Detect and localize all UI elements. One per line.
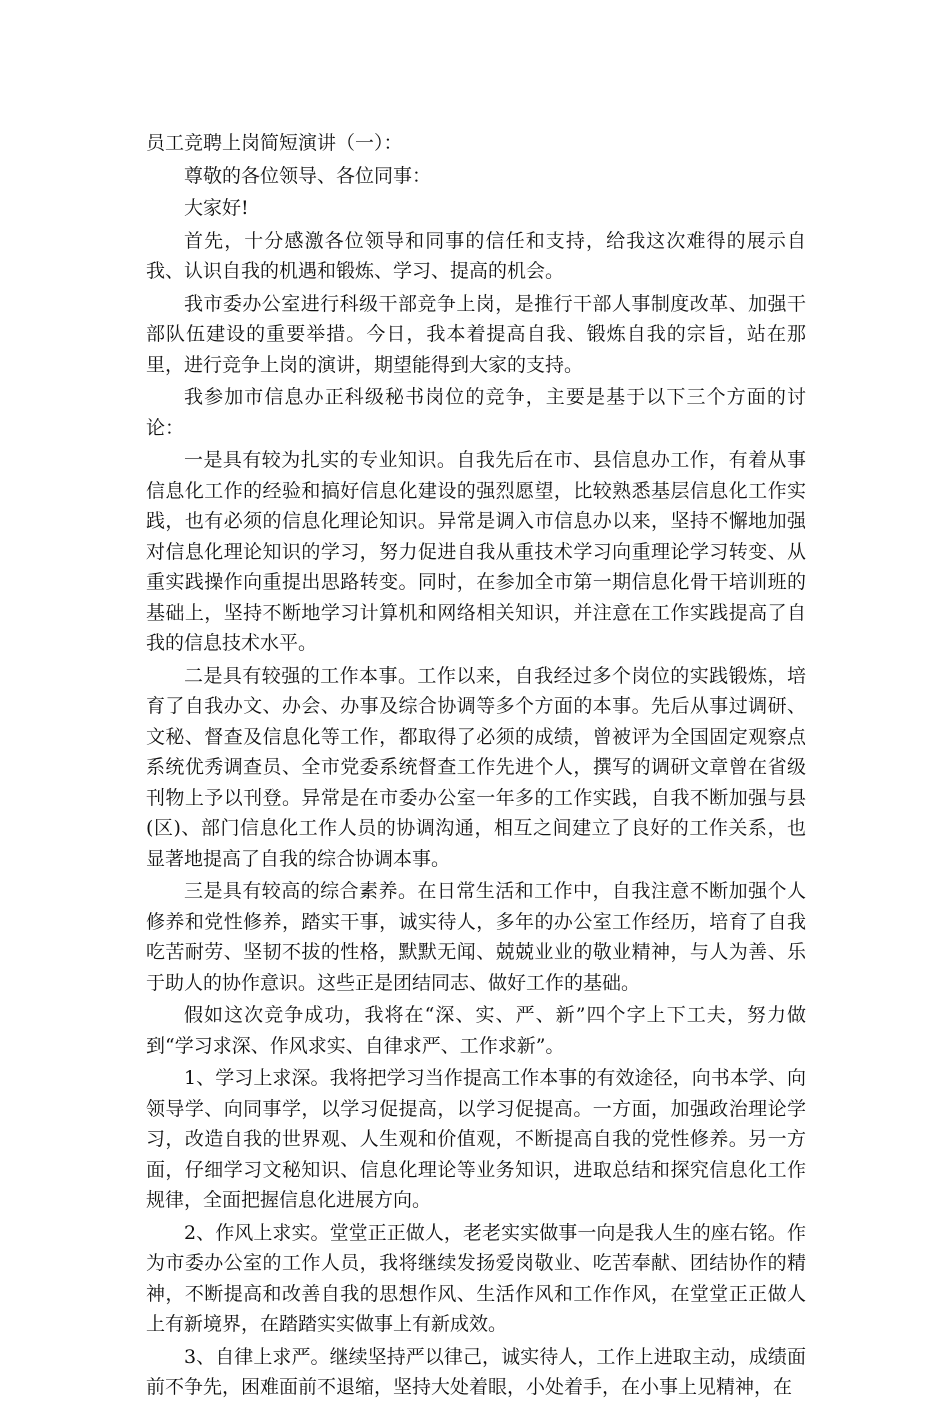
commitment-paragraph: 假如这次竞争成功，我将在“深、实、严、新”四个字上下工夫，努力做到“学习求深、作风求实、自律求严、工作求新”。 — [146, 1004, 806, 1057]
discipline-paragraph: 3、自律上求严。继续坚持严以律己，诚实待人，工作上进取主动，成绩面前不争先，困难面前不退缩，坚持大处着眼，小处着手，在小事上见精神，在 — [146, 1345, 806, 1398]
study-paragraph: 1、学习上求深。我将把学习当作提高工作本事的有效途径，向书本学、向领导学、向同事学，以学习促提高，以学习促提高。一方面，加强政治理论学习，改造自我的世界观、人生观和价值观，不断提高自我的党性修养。另一方面，仔细学习文秘知识、信息化理论等业务知识，进取总结和探究信息化工作规律，全面把握信息化进展方向。 — [146, 1067, 806, 1211]
gratitude-paragraph: 首先，十分感激各位领导和同事的信任和支持，给我这次难得的展示自我、认识自我的机遇和锻炼、学习、提高的机会。 — [146, 229, 806, 282]
style-paragraph: 2、作风上求实。堂堂正正做人，老老实实做事一向是我人生的座右铭。作为市委办公室的工作人员，我将继续发扬爱岗敬业、吃苦奉献、团结协作的精神，不断提高和改善自我的思想作风、生活作风和工作作风，在堂堂正正做人上有新境界，在踏踏实实做事上有新成效。 — [146, 1221, 806, 1335]
salutation-paragraph: 尊敬的各位领导、各位同事： — [184, 164, 432, 187]
document-body — [146, 128, 806, 1405]
position-paragraph: 我参加市信息办正科级秘书岗位的竞争，主要是基于以下三个方面的讨论： — [146, 386, 806, 439]
strength-knowledge-paragraph: 一是具有较为扎实的专业知识。自我先后在市、县信息办工作，有着从事信息化工作的经验和搞好信息化建设的强烈愿望，比较熟悉基层信息化工作实践，也有必须的信息化理论知识。异常是调入市信息办以来，坚持不懈地加强对信息化理论知识的学习，努力促进自我从重技术学习向重理论学习转变、从重实践操作向重提出思路转变。同时，在参加全市第一期信息化骨干培训班的基础上，坚持不断地学习计算机和网络相关知识，并注意在工作实践提高了自我的信息技术水平。 — [146, 449, 806, 654]
strength-ability-paragraph: 二是具有较强的工作本事。工作以来，自我经过多个岗位的实践锻炼，培育了自我办文、办会、办事及综合协调等多个方面的本事。先后从事过调研、文秘、督查及信息化等工作，都取得了必须的成绩，曾被评为全国固定观察点系统优秀调查员、全市党委系统督查工作先进个人，撰写的调研文章曾在省级刊物上予以刊登。异常是在市委办公室一年多的工作实践，自我不断加强与县(区)、部门信息化工作人员的协调沟通，相互之间建立了良好的工作关系，也显著地提高了自我的综合协调本事。 — [146, 664, 806, 870]
speech-title: 员工竞聘上岗简短演讲（一）： — [146, 132, 403, 154]
greeting-paragraph: 大家好! — [184, 197, 249, 219]
strength-quality-paragraph: 三是具有较高的综合素养。在日常生活和工作中，自我注意不断加强个人修养和党性修养，踏实干事，诚实待人，多年的办公室工作经历，培育了自我吃苦耐劳、坚韧不拔的性格，默默无闻、兢兢业业的敬业精神，与人为善、乐于助人的协作意识。这些正是团结同志、做好工作的基础。 — [146, 880, 806, 994]
background-paragraph: 我市委办公室进行科级干部竞争上岗，是推行干部人事制度改革、加强干部队伍建设的重要举措。今日，我本着提高自我、锻炼自我的宗旨，站在那里，进行竞争上岗的演讲，期望能得到大家的支持。 — [146, 292, 806, 376]
